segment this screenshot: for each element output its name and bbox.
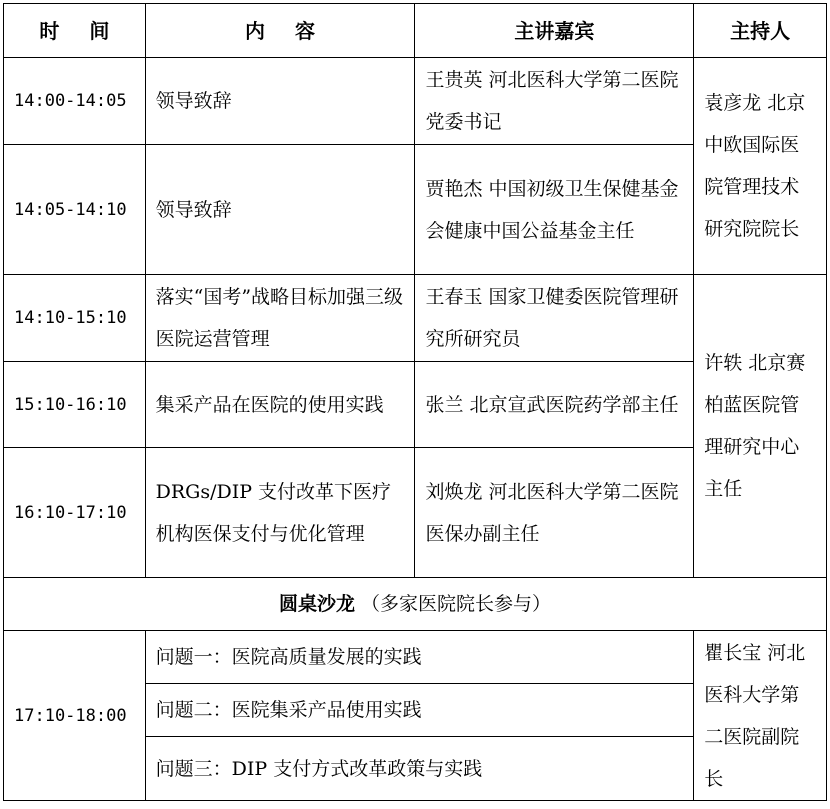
agenda-table [3,3,827,801]
host-cell: 瞿长宝 河北医科大学第二医院副院长 [694,631,827,801]
roundtable-row [4,578,827,631]
host-cell: 袁彦龙 北京中欧国际医院管理技术研究院院长 [694,58,827,275]
time-cell: 14:05-14:10 [4,145,146,275]
topic-cell: 问题一：医院高质量发展的实践 [145,631,694,684]
time-cell: 15:10-16:10 [4,362,146,448]
content-cell: 领导致辞 [145,58,415,145]
speaker-cell: 刘焕龙 河北医科大学第二医院医保办副主任 [415,448,694,578]
roundtable-cell [4,578,827,631]
host-cell: 许轶 北京赛柏蓝医院管理研究中心主任 [694,275,827,578]
speaker-cell: 王春玉 国家卫健委医院管理研究所研究员 [415,275,694,362]
content-cell: 落实“国考”战略目标加强三级医院运营管理 [145,275,415,362]
content-cell: 领导致辞 [145,145,415,275]
content-cell: 集采产品在医院的使用实践 [145,362,415,448]
speaker-cell: 张兰 北京宣武医院药学部主任 [415,362,694,448]
header-content: 内 容 [145,4,415,58]
topic-cell: 问题二：医院集采产品使用实践 [145,684,694,737]
header-time: 时 间 [4,4,146,58]
header-speaker: 主讲嘉宾 [415,4,694,58]
time-cell: 17:10-18:00 [4,631,146,801]
time-cell: 14:10-15:10 [4,275,146,362]
speaker-cell: 贾艳杰 中国初级卫生保健基金会健康中国公益基金主任 [415,145,694,275]
roundtable-title: 圆桌沙龙 [278,593,355,615]
speaker-cell: 王贵英 河北医科大学第二医院党委书记 [415,58,694,145]
header-host: 主持人 [694,4,827,58]
header-row [4,4,827,58]
time-cell: 14:00-14:05 [4,58,146,145]
roundtable-note: （多家医院院长参与） [361,593,552,615]
content-cell: DRGs/DIP 支付改革下医疗机构医保支付与优化管理 [145,448,415,578]
time-cell: 16:10-17:10 [4,448,146,578]
table-row [4,275,827,362]
topic-cell: 问题三：DIP 支付方式改革政策与实践 [145,737,694,801]
table-row [4,58,827,145]
table-row [4,631,827,684]
